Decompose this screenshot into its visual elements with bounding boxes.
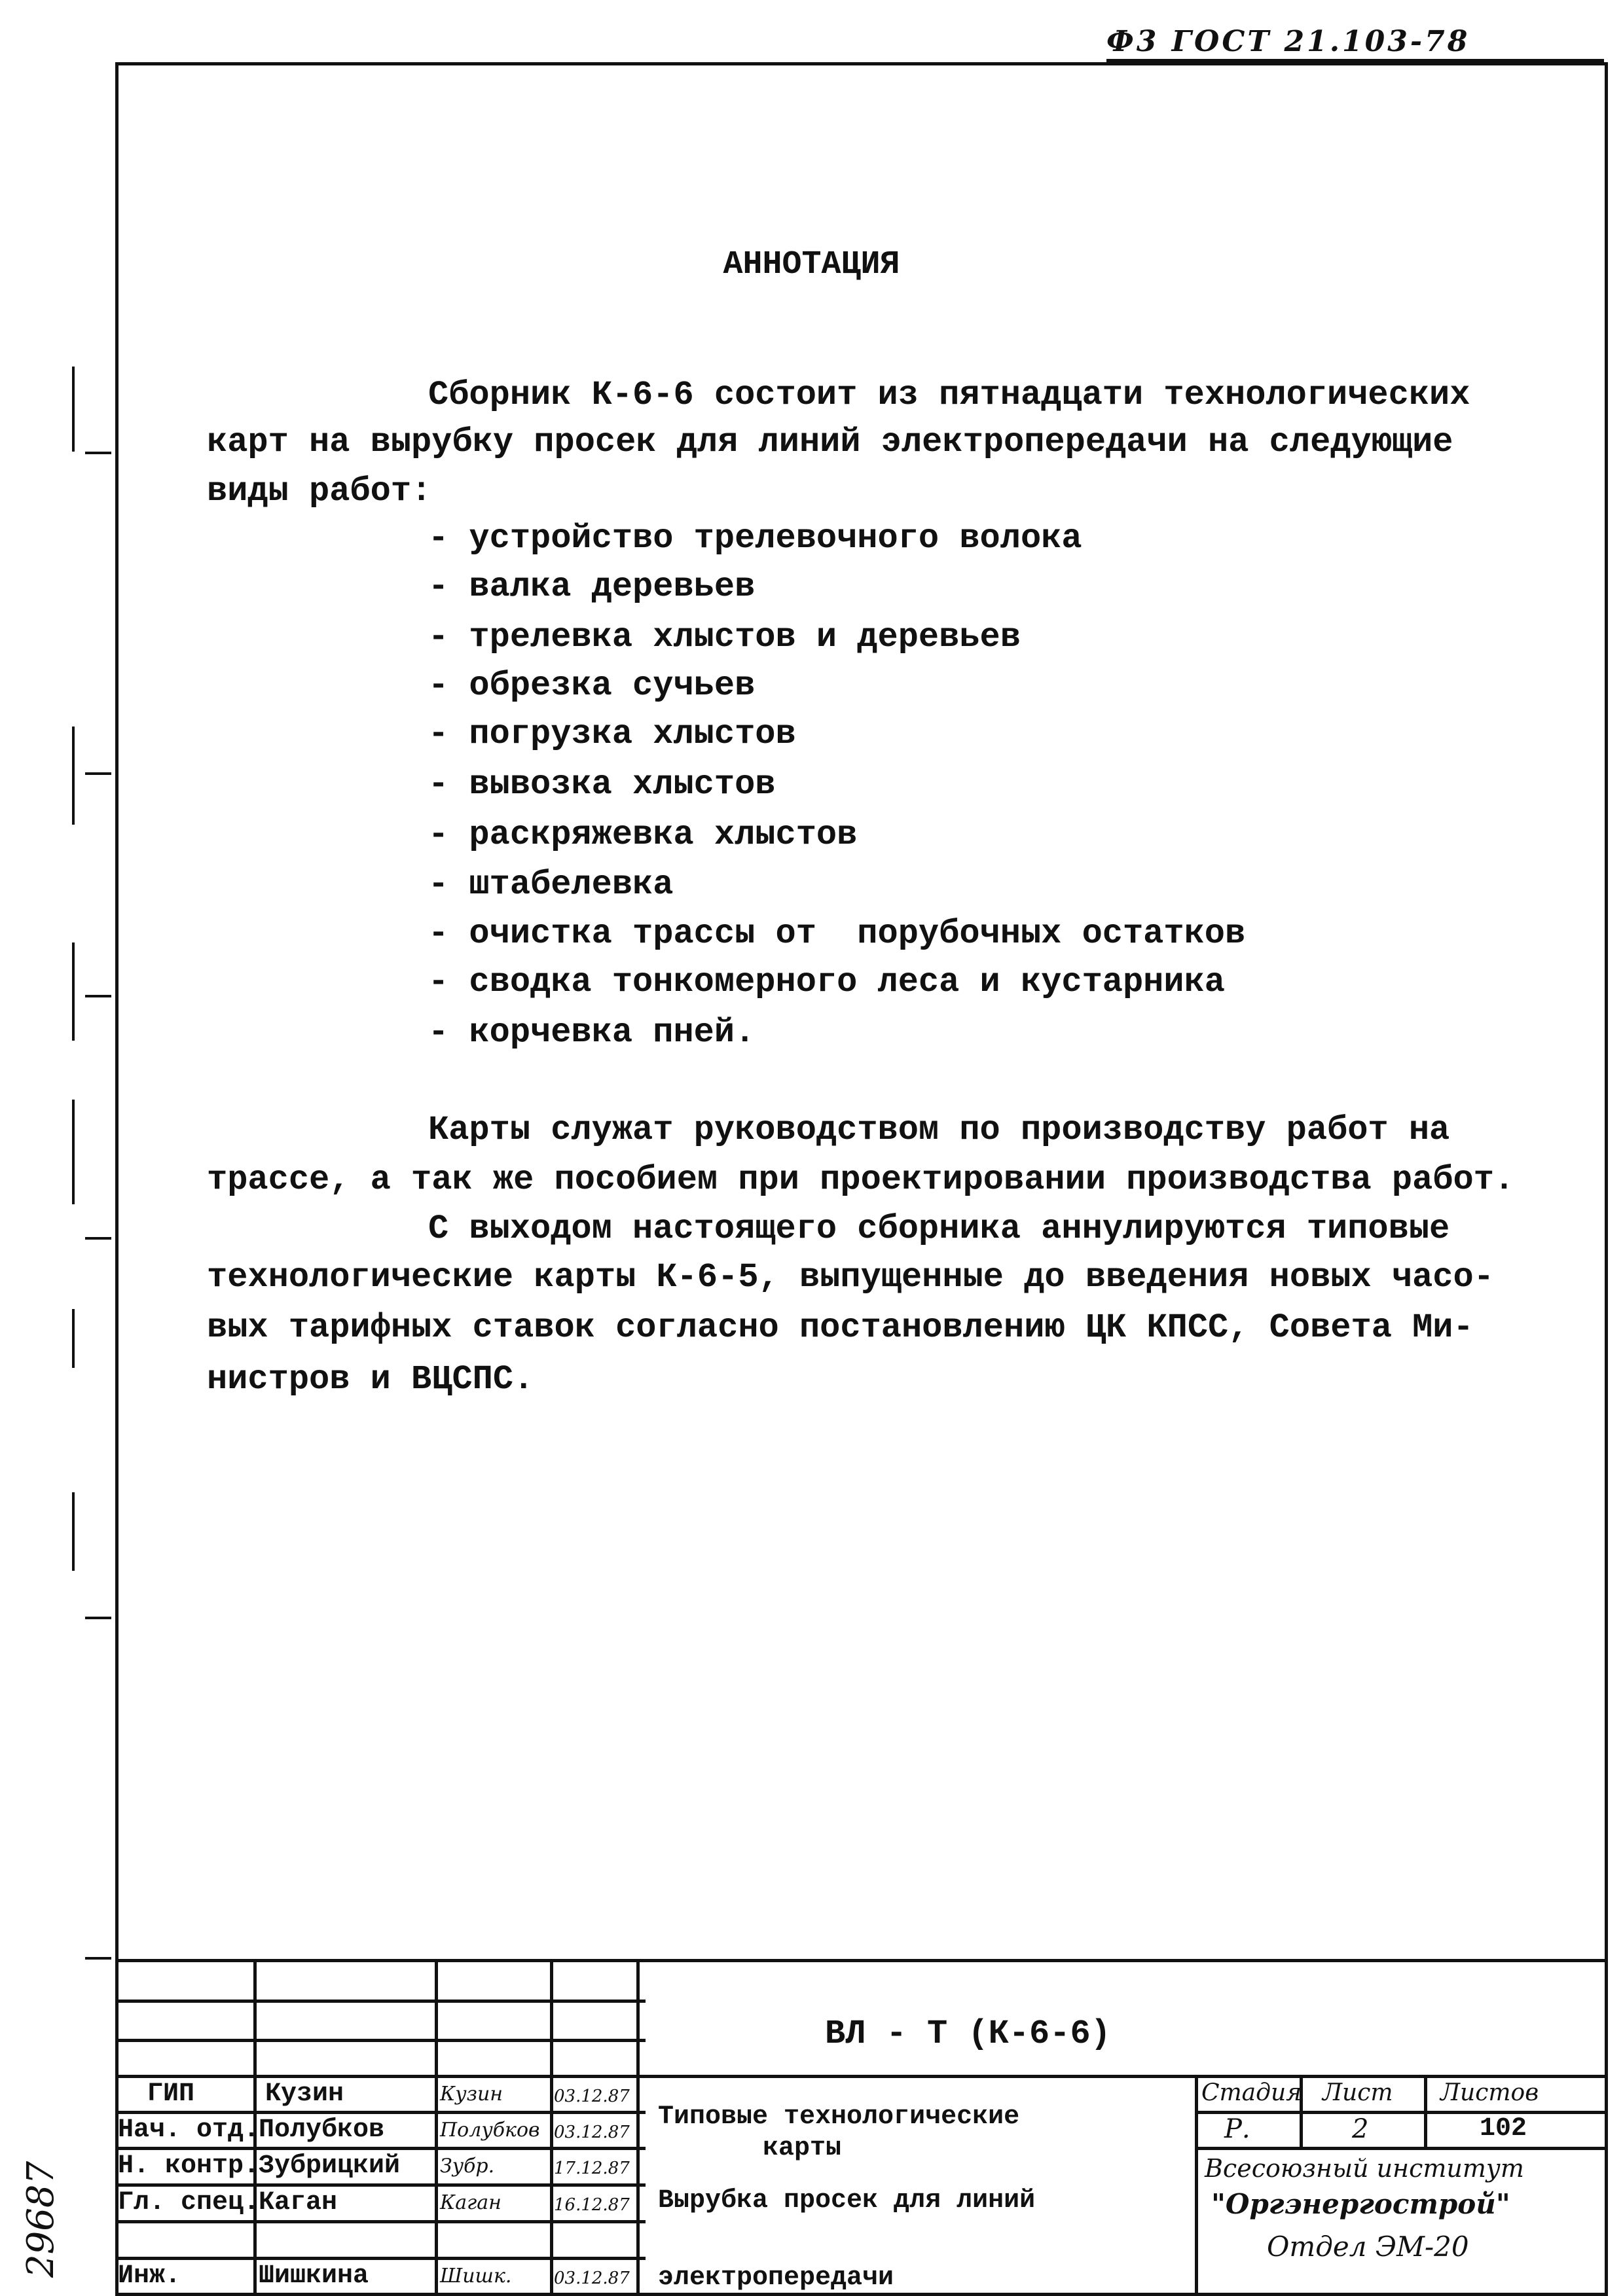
stage-label: Стадия [1201,2079,1302,2106]
margin-mark [72,1309,75,1368]
margin-mark [85,452,111,454]
sheets-value: 102 [1480,2114,1527,2144]
margin-mark [72,1100,75,1204]
person-name: Кузин [265,2079,344,2109]
organization: "Оргэнергострой" [1211,2188,1510,2220]
role-label: ГИП [147,2079,195,2109]
margin-mark [85,1617,111,1619]
paragraph-line: Карты служат руководством по производству работ на [428,1111,1450,1149]
doc-title-line: карты [763,2134,842,2163]
sign-date: 03.12.87 [554,2123,630,2142]
role-label: Инж. [118,2261,181,2291]
list-item: - штабелевка [428,865,674,904]
signature: Шишк. [440,2265,512,2287]
page-title: АННОТАЦИЯ [723,246,900,283]
signature: Каган [440,2191,501,2214]
document-code: ВЛ - Т (К-6-6) [825,2015,1111,2053]
intro-line: карт на вырубку просек для линий электропередачи на следующие [207,423,1453,461]
margin-mark [72,367,75,452]
margin-number: 29687 [20,2161,62,2278]
person-name: Полубков [259,2115,385,2145]
list-item: - раскряжевка хлыстов [428,816,858,854]
margin-mark [72,726,75,825]
person-name: Шишкина [259,2261,369,2291]
intro-line: виды работ: [207,472,432,511]
list-item: - погрузка хлыстов [428,715,796,753]
sign-date: 17.12.87 [554,2159,630,2178]
sign-date: 16.12.87 [554,2195,630,2215]
stamp-underline [1106,59,1604,62]
department: Отдел ЭМ-20 [1267,2231,1469,2263]
list-item: - трелевка хлыстов и деревьев [428,618,1021,656]
person-name: Зубрицкий [259,2151,401,2181]
sign-date: 03.12.87 [554,2269,630,2288]
sheet-value: 2 [1352,2114,1369,2144]
person-name: Каган [259,2188,338,2217]
list-item: - обрезка сучьев [428,666,756,705]
paragraph-line: технологические карты К-6-5, выпущенные до введения новых часо- [207,1258,1494,1297]
list-item: - сводка тонкомерного леса и кустарника [428,963,1225,1001]
doc-title-line: Вырубка просек для линий [658,2186,1036,2215]
paragraph-line: вых тарифных ставок согласно постановлению ЦК КПСС, Совета Ми- [207,1308,1474,1347]
signature: Полубков [440,2119,540,2142]
intro-line: Сборник К-6-6 состоит из пятнадцати технологических [428,376,1470,414]
organization: Всесоюзный институт [1205,2154,1524,2183]
list-item: - вывозка хлыстов [428,765,776,804]
doc-title-line: электропередачи [658,2263,894,2293]
margin-mark [72,942,75,1041]
role-label: Н. контр. [118,2151,260,2181]
doc-title-line: Типовые технологические [658,2102,1020,2132]
paragraph-line: С выходом настоящего сборника аннулируются типовые [428,1210,1450,1248]
margin-mark [85,1237,111,1240]
margin-mark [85,995,111,997]
list-item: - очистка трассы от порубочных остатков [428,914,1246,953]
stage-value: Р. [1224,2114,1250,2144]
list-item: - валка деревьев [428,567,756,606]
margin-mark [85,772,111,775]
role-label: Нач. отд. [118,2115,260,2145]
margin-mark [85,1957,111,1960]
sign-date: 03.12.87 [554,2087,630,2106]
signature: Кузин [440,2083,503,2106]
margin-mark [72,1492,75,1571]
list-item: - корчевка пней. [428,1013,756,1052]
sheets-label: Листов [1440,2079,1539,2106]
signature: Зубр. [440,2155,495,2178]
gost-stamp: Ф3 ГОСТ 21.103-78 [1106,25,1470,58]
paragraph-line: трассе, а так же пособием при проектировании производства работ. [207,1160,1515,1199]
sheet-label: Лист [1322,2079,1393,2106]
role-label: Гл. спец. [118,2188,260,2217]
list-item: - устройство трелевочного волока [428,519,1082,558]
paragraph-line: нистров и ВЦСПС. [207,1360,534,1399]
